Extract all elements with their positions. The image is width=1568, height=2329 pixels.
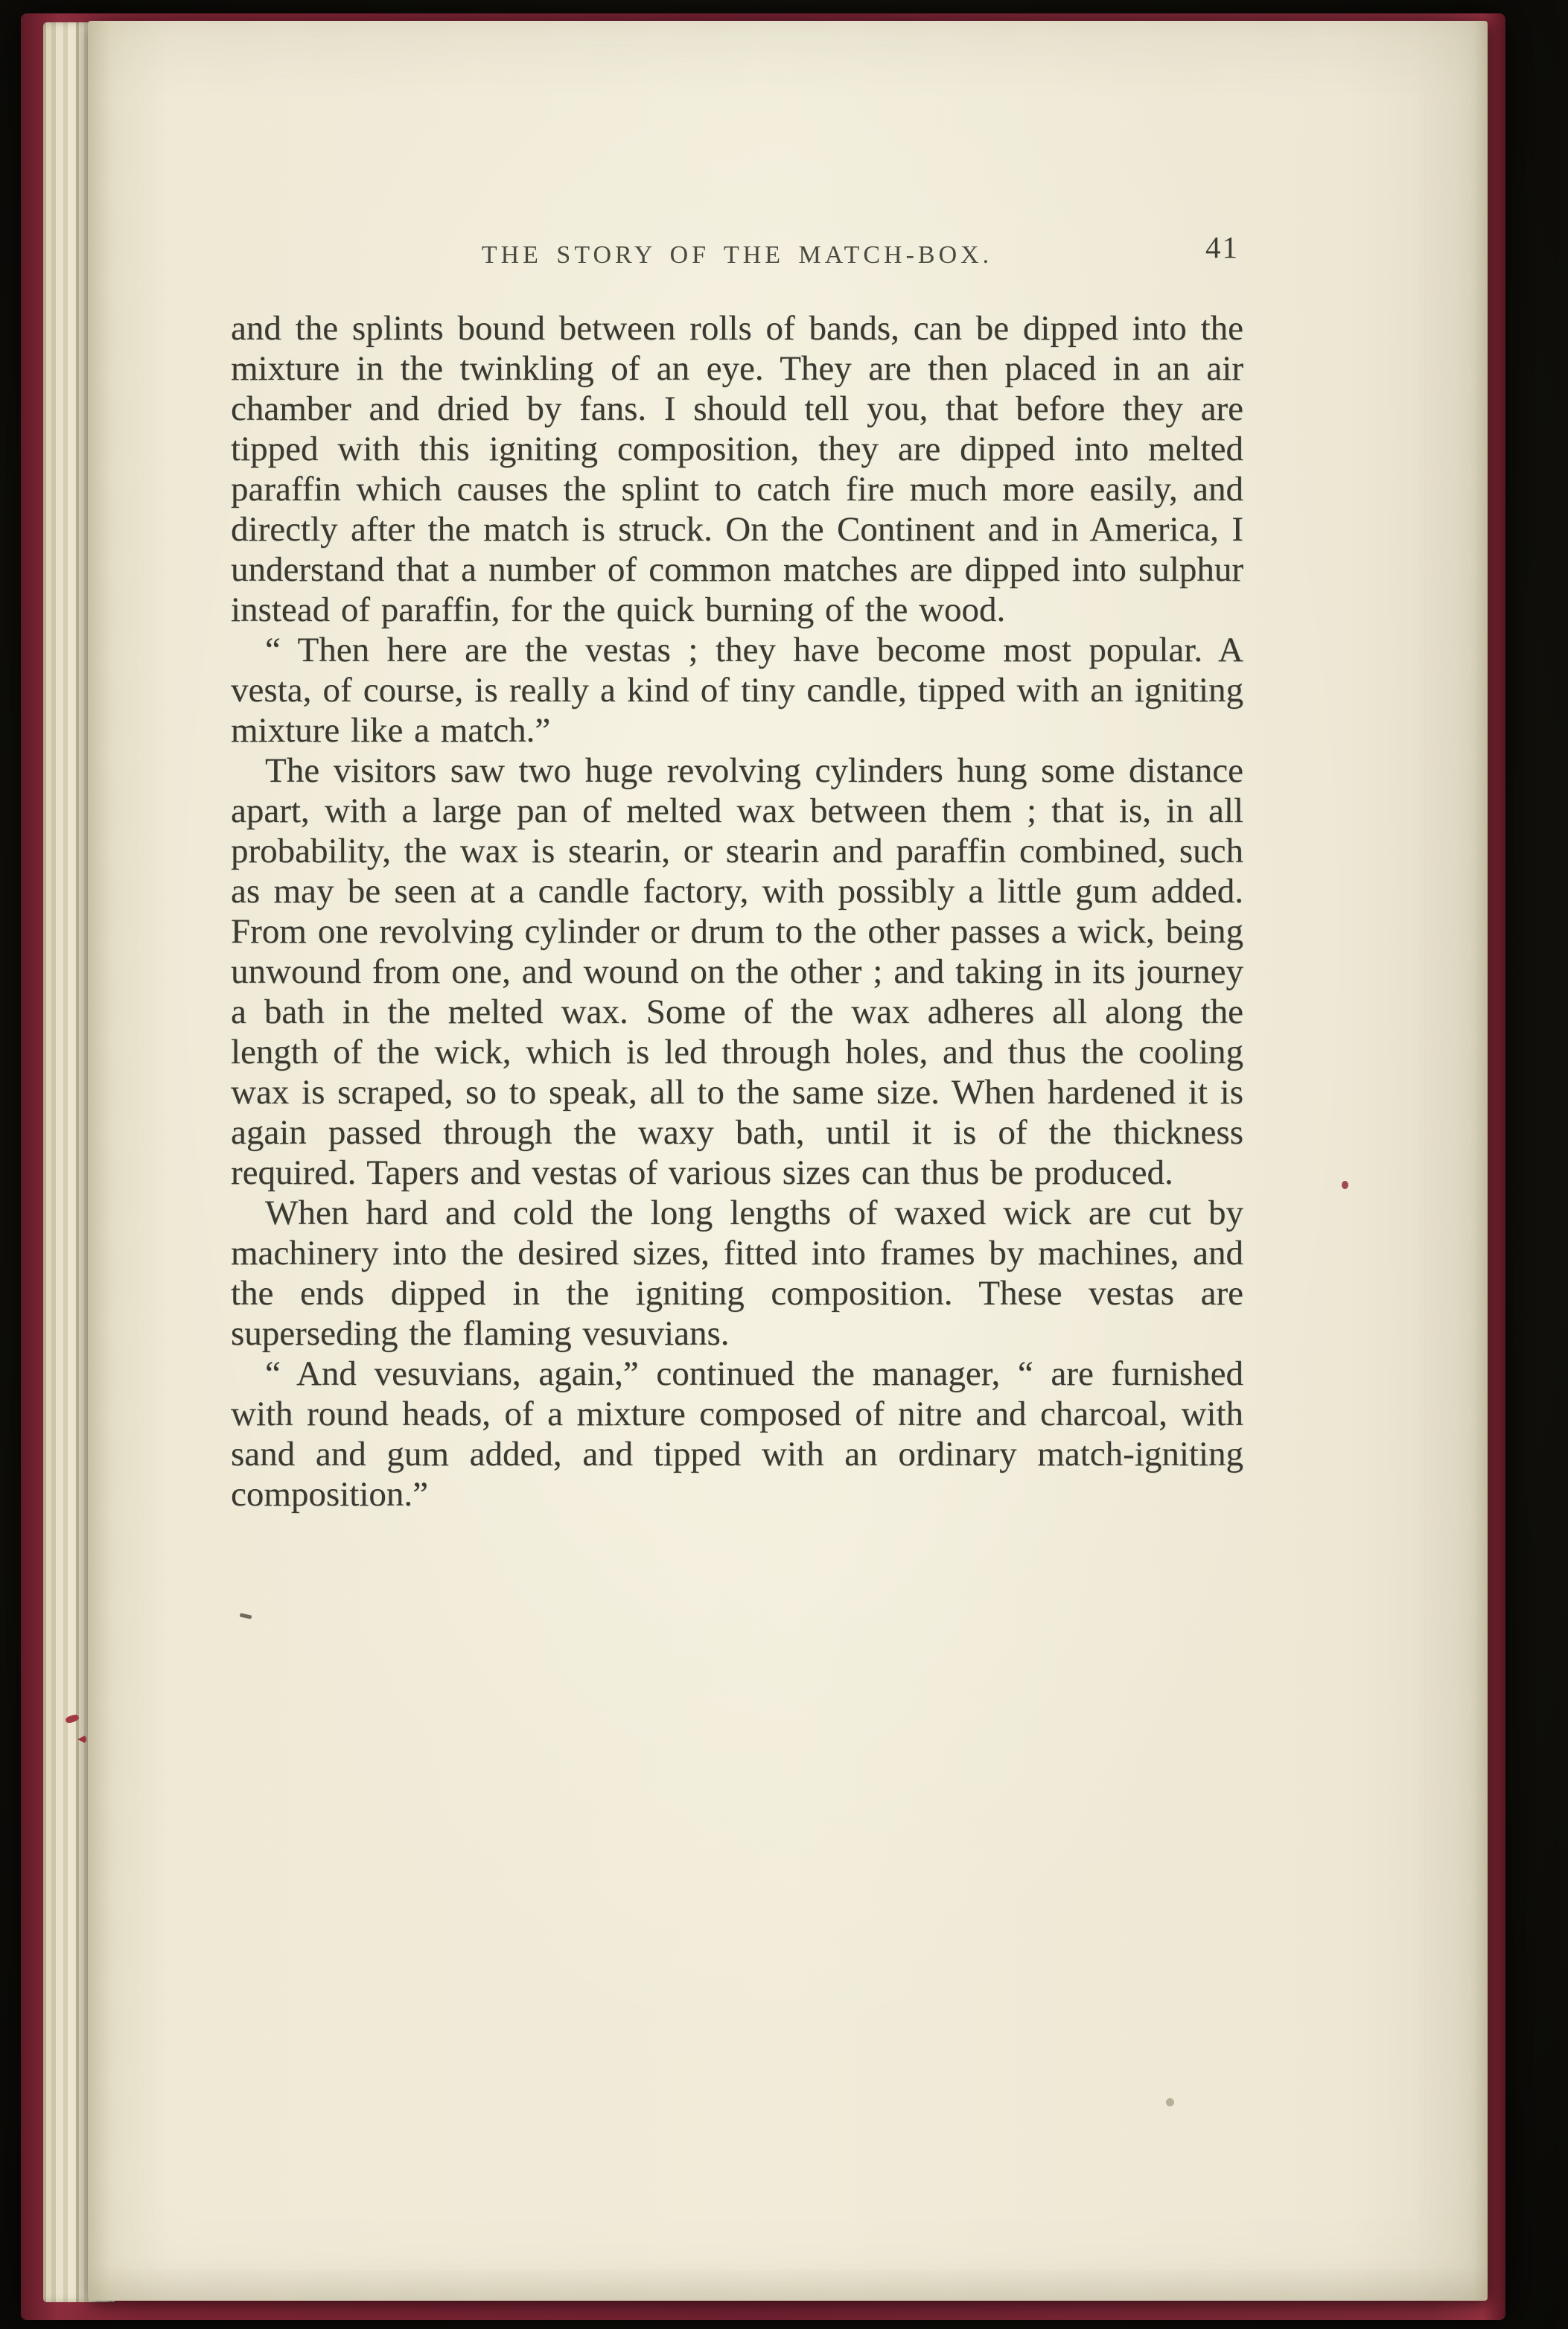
paragraph-5: “ And vesuvians, again,” continued the manager, “ are furnished with round heads, of a mixture composed of nitre and charcoal, with sand and gum added, and tipped with an ordinary match-igniting composition.” <box>231 1354 1243 1514</box>
running-header-title: THE STORY OF THE MATCH-BOX. <box>481 241 993 269</box>
page-number: 41 <box>1205 230 1239 264</box>
paper-blemish <box>1166 2098 1174 2106</box>
paragraph-1: and the splints bound between rolls of bands, can be dipped into the mixture in the twinkling of an eye. They are then placed in an air chamber and dried by fans. I should tell you, that before they are tipped with this igniting composition, they are dipped into melted paraffin which causes the splint to catch fire much more easily, and directly after the match is struck. On the Continent and in America, I understand that a number of common matches are dipped into sulphur instead of paraffin, for the quick burning of the wood. <box>231 309 1243 629</box>
running-header <box>231 230 1243 270</box>
body-text <box>231 308 1243 1514</box>
red-ink-speck <box>1342 1181 1348 1189</box>
page-content <box>231 21 1243 1514</box>
paragraph-2: “ Then here are the vestas ; they have become most popular. A vesta, of course, is really a kind of tiny candle, tipped with an igniting mixture like a match.” <box>231 631 1243 750</box>
paragraph-4: When hard and cold the long lengths of waxed wick are cut by machinery into the desired sizes, fitted into frames by machines, and the ends dipped in the igniting composition. These vestas are superseding the flaming vesuvians. <box>231 1194 1243 1353</box>
paragraph-3: The visitors saw two huge revolving cylinders hung some distance apart, with a large pan of melted wax between them ; that is, in all probability, the wax is stearin, or stearin and paraffin combined, such as may be seen at a candle factory, with possibly a little gum added. From one revolving cylinder or drum to the other passes a wick, being unwound from one, and wound on the other ; and taking in its journey a bath in the melted wax. Some of the wax adheres all along the length of the wick, which is led through holes, and thus the cooling wax is scraped, so to speak, all to the same size. When hardened it is again passed through the waxy bath, until it is of the thickness required. Tapers and vestas of various sizes can thus be produced. <box>231 751 1243 1192</box>
book-page <box>88 21 1488 2301</box>
